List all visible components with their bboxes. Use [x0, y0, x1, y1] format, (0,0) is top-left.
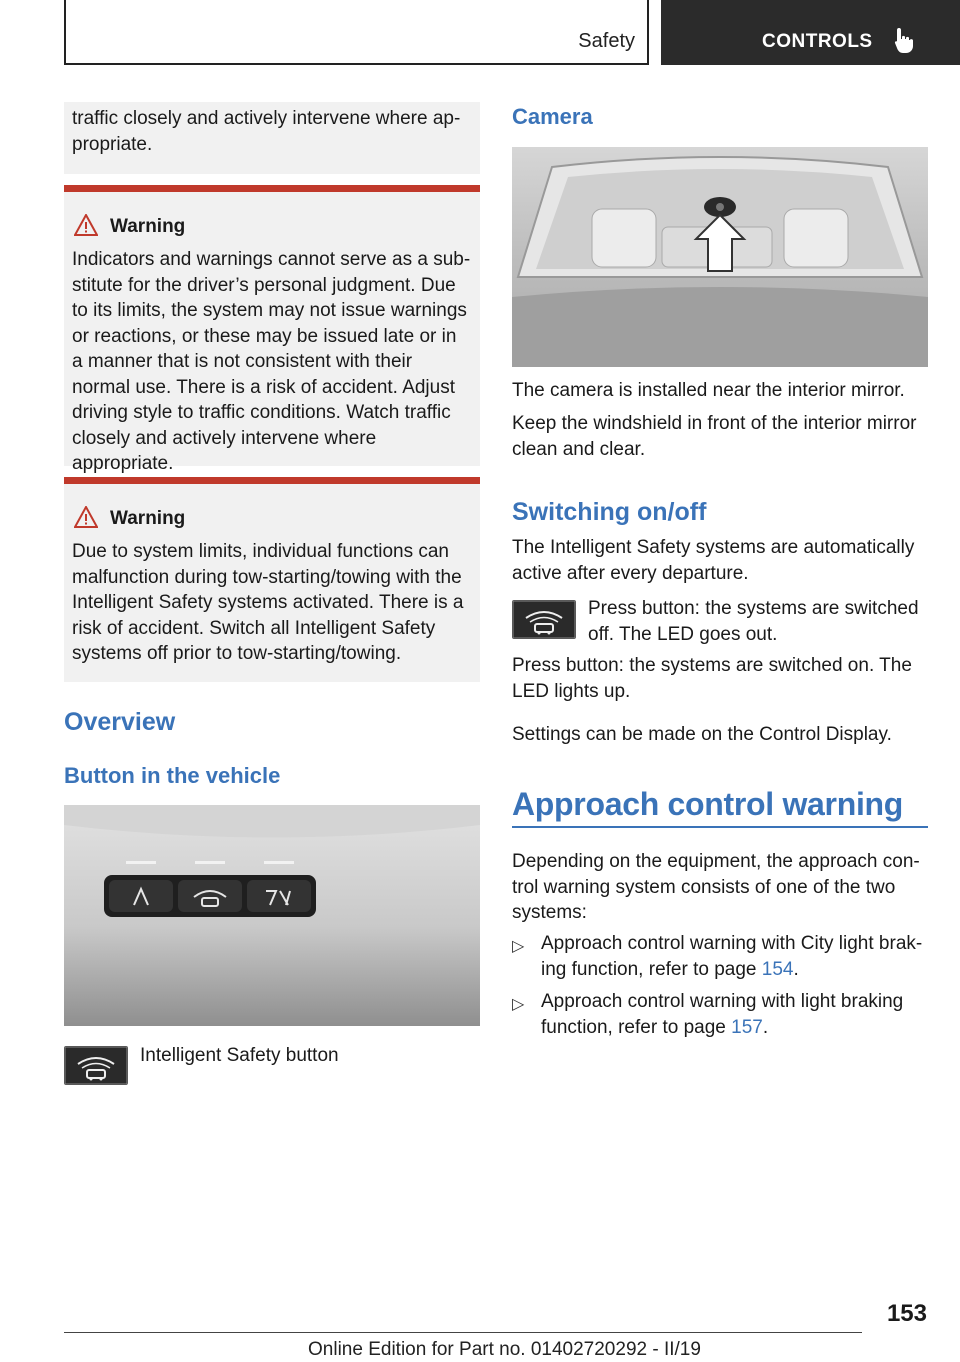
camera-heading: Camera: [512, 104, 593, 129]
list-item: [541, 989, 928, 1040]
approach-paragraph-1: Depending on the equipment, the approach con-trol warning system consists of one of the two systems:: [512, 851, 920, 923]
warning-body-2: Due to system limits, individual functions can malfunction during tow-starting/towing with the Intelligent Safety systems activated. There is a risk of accident. Switch all Intelligent Safety systems off prior to tow-starting/towing.: [72, 541, 464, 664]
camera-paragraph-1: The camera is installed near the interior mirror.: [512, 380, 905, 401]
warning-triangle-icon: [74, 506, 98, 528]
warning-body-1: Indicators and warnings cannot serve as a sub-stitute for the driver’s personal judgment. Due to its limits, the system may not issue warnings or reactions, or these may be issued late or in a manner that is not consistent with their normal use. There is a risk of accident. Adjust driving style to traffic conditions. Watch traffic closely and actively intervene where appropriate.: [72, 249, 471, 474]
footer-edition: Online Edition for Part no. 01402720292 - II/19: [308, 1339, 701, 1360]
header-section-label: Safety: [578, 30, 635, 52]
switching-button-text: Press button: the systems are switched off. The LED goes out.: [588, 598, 919, 645]
header-section-box: [64, 0, 649, 65]
warning-title-1: Warning: [110, 216, 186, 237]
switching-paragraph-1: The Intelligent Safety systems are automatically active after every departure.: [512, 537, 915, 584]
continued-text-box: [64, 102, 480, 174]
footer-rule: [64, 1332, 862, 1333]
page-link-157[interactable]: 157: [731, 1016, 763, 1038]
list-item-tail: .: [793, 958, 799, 980]
warning-box-2: [64, 477, 480, 682]
camera-paragraph-2: Keep the windshield in front of the interior mirror clean and clear.: [512, 413, 917, 460]
page-number: 153: [886, 1300, 927, 1327]
continued-text: traffic closely and actively intervene where ap-propriate.: [72, 108, 461, 155]
approach-heading-rule: [512, 826, 928, 828]
page-link-154[interactable]: 154: [761, 958, 794, 980]
list-item-text: Approach control warning with light braking function, refer to page: [541, 991, 904, 1038]
button-caption: Intelligent Safety button: [140, 1045, 339, 1066]
pointing-hand-icon: [893, 26, 915, 54]
switching-paragraph-2: Press button: the systems are switched on. The LED lights up.: [512, 655, 912, 702]
intelligent-safety-button-icon: [512, 600, 576, 639]
warning-box-1: [64, 185, 480, 474]
list-item-tail: .: [762, 1016, 769, 1038]
list-bullet-icon: ▷: [512, 996, 525, 1013]
list-bullet-icon: ▷: [512, 938, 525, 955]
switching-paragraph-3: Settings can be made on the Control Display.: [512, 724, 892, 745]
intelligent-safety-button-icon: [64, 1046, 128, 1085]
warning-triangle-icon: [74, 214, 98, 236]
header-chapter-label: CONTROLS: [762, 31, 873, 52]
header-chapter-tab[interactable]: [661, 0, 960, 65]
button-heading: Button in the vehicle: [64, 763, 281, 788]
approach-heading: Approach control warning: [512, 786, 904, 822]
list-item: [541, 931, 928, 982]
list-item-text: Approach control warning with City light brak-ing function, refer to page: [541, 933, 923, 980]
button-panel-photo: [64, 805, 480, 1026]
warning-title-2: Warning: [110, 508, 186, 529]
switching-heading: Switching on/off: [512, 498, 707, 526]
windshield-camera-photo: [512, 147, 928, 367]
overview-heading: Overview: [64, 708, 176, 736]
